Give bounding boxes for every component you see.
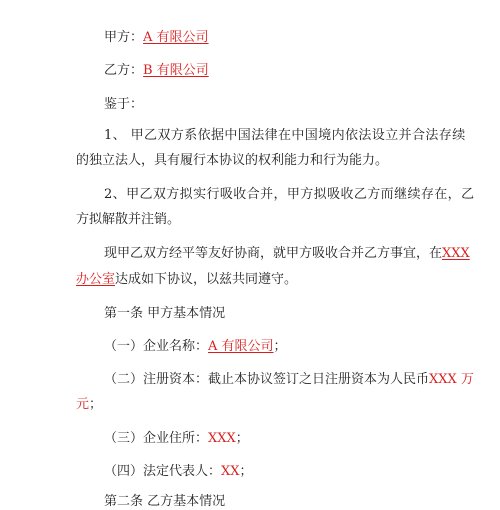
article1-capital-text: （二）注册资本：截止本协议签订之日注册资本为人民币 [104,372,430,387]
article1-capital-end: ； [89,397,103,412]
intro-text1: 现甲乙双方经平等友好协商，就甲方吸收合并乙方事宜，在 [104,246,443,261]
article1-name-line [104,339,287,355]
article1-address-line [104,431,249,447]
party-b-label: 乙方： [104,63,144,78]
intro-text2: 达成如下协议，以兹共同遵守。 [115,272,298,287]
article2-title: 第二条 乙方基本情况 [104,494,226,509]
clause2-line2: 方拟解散并注销。 [76,212,181,227]
article1-rep-value: XX [221,464,240,479]
intro-place2: 办公室 [76,272,116,287]
article1-capital-line [104,372,474,388]
party-a-line [104,30,209,46]
article1-capital-value2: 元 [76,397,90,412]
article1-name-label: （一）企业名称： [104,339,209,354]
article1-address-value: XXX [208,431,236,446]
intro-line1 [104,246,470,262]
article1-title: 第一条 甲方基本情况 [104,306,226,321]
article1-address-end: ； [235,431,249,446]
clause1-line2: 的独立法人，具有履行本协议的权利能力和行为能力。 [76,153,389,168]
article1-address-label: （三）企业住所： [104,431,209,446]
intro-place1: XXX [442,246,470,261]
article1-rep-line [104,464,253,480]
article1-rep-label: （四）法定代表人： [104,464,222,479]
clause2-line1: 2、甲乙双方拟实行吸收合并，甲方拟吸收乙方而继续存在，乙 [104,187,475,202]
article1-name-value: A 有限公司 [208,339,274,354]
party-a-value: A 有限公司 [143,30,209,45]
article1-name-end: ； [273,339,287,354]
article1-capital-line2 [76,397,102,413]
whereas-heading: 鉴于： [104,97,144,112]
party-b-value: B 有限公司 [143,63,209,78]
clause1-line1: 1、 甲乙双方系依据中国法律在中国境内依法设立并合法存续 [104,128,466,143]
party-b-line [104,63,209,79]
article1-capital-value1: XXX 万 [429,372,474,387]
article1-rep-end: ； [239,464,253,479]
party-a-label: 甲方： [104,30,144,45]
intro-line2 [76,272,297,288]
